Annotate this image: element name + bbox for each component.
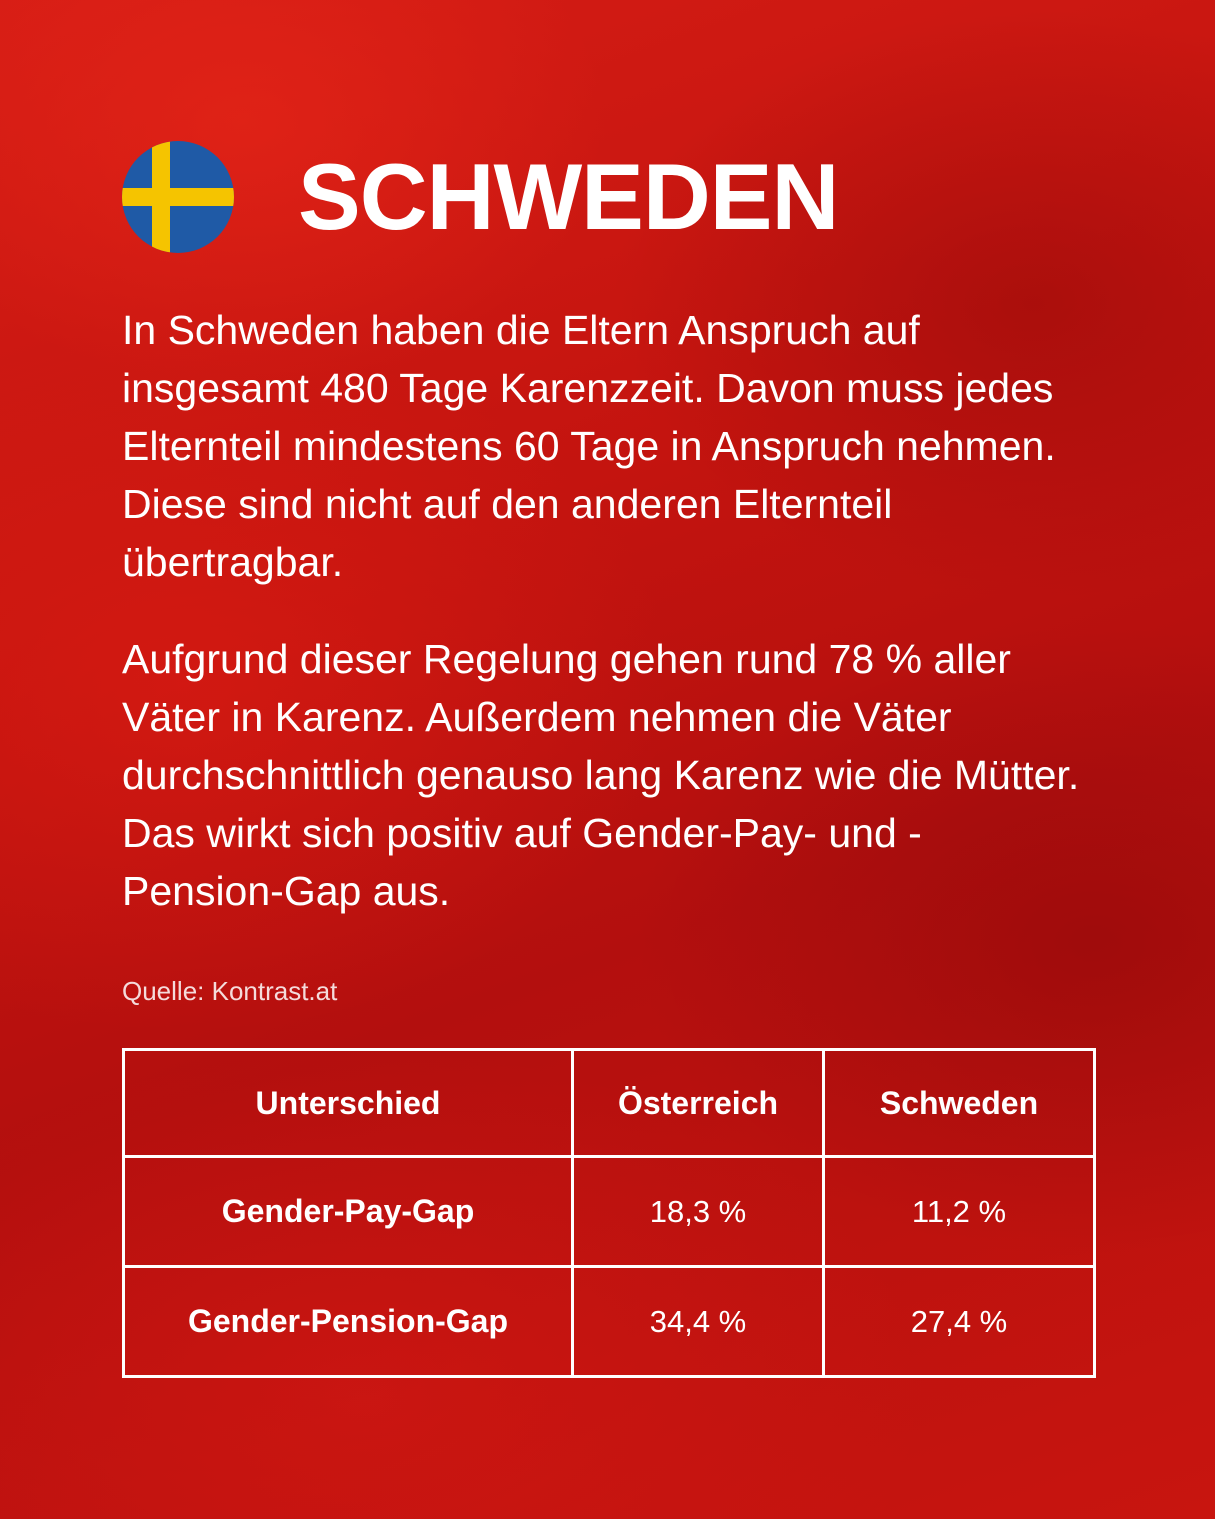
column-header-sweden: Schweden — [824, 1050, 1095, 1157]
table-cell-austria: 18,3 % — [573, 1157, 824, 1267]
table-cell-sweden: 27,4 % — [824, 1267, 1095, 1377]
table-row — [124, 1157, 1095, 1267]
flag-cross-horizontal — [122, 188, 234, 206]
sweden-flag-icon — [122, 141, 234, 253]
column-header-austria: Österreich — [573, 1050, 824, 1157]
source-note: Quelle: Kontrast.at — [122, 976, 338, 1006]
paragraph-intro: In Schweden haben die Eltern Anspruch auf insgesamt 480 Tage Karenzzeit. Davon muss jedes Elternteil mindestens 60 Tage in Anspruch nehmen. Diese sind nicht auf den anderen Elternteil übertragbar. — [122, 307, 1056, 585]
paragraph-effects: Aufgrund dieser Regelung gehen rund 78 % aller Väter in Karenz. Außerdem nehmen die Väter durchschnittlich genauso lang Karenz wie die Mütter. Das wirkt sich positiv auf Gender-Pay- und -Pension-Gap aus. — [122, 636, 1080, 914]
column-header-difference: Unterschied — [124, 1050, 573, 1157]
table-header-row — [124, 1050, 1095, 1157]
table-cell-austria: 34,4 % — [573, 1267, 824, 1377]
row-label: Gender-Pension-Gap — [124, 1267, 573, 1377]
table-cell-sweden: 11,2 % — [824, 1157, 1095, 1267]
header — [122, 140, 838, 254]
page-title: SCHWEDEN — [298, 144, 839, 249]
comparison-table — [122, 1048, 1096, 1378]
table-row — [124, 1267, 1095, 1377]
row-label: Gender-Pay-Gap — [124, 1157, 573, 1267]
